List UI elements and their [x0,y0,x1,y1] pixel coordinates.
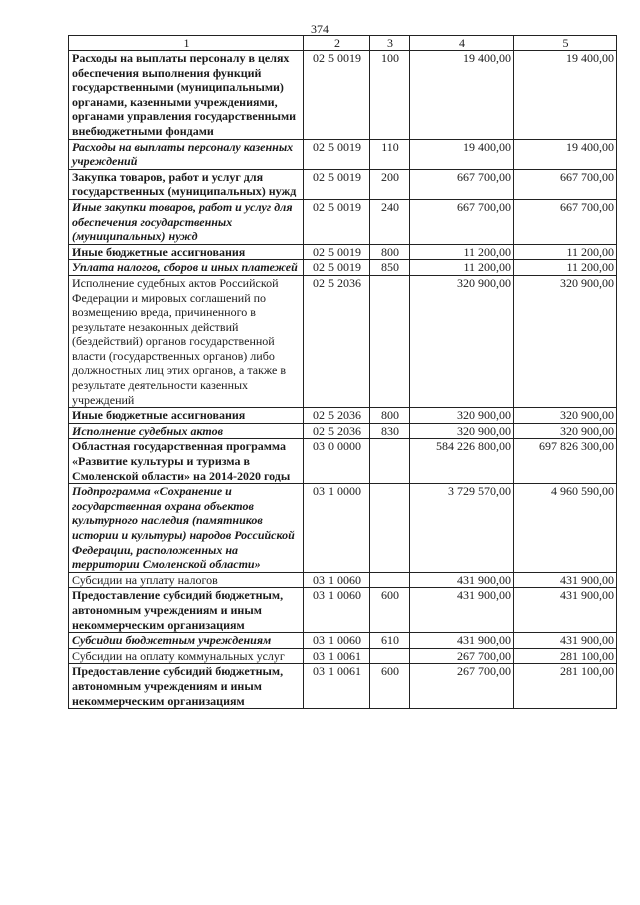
row-amount-1: 431 900,00 [410,633,514,649]
row-name: Иные бюджетные ассигнования [69,408,304,424]
row-target-code: 03 0 0000 [304,439,370,484]
row-name: Областная государственная программа «Развитие культуры и туризма в Смоленской области» на 2014-2020 годы [69,439,304,484]
row-amount-2: 697 826 300,00 [514,439,617,484]
row-target-code: 02 5 2036 [304,423,370,439]
row-target-code: 03 1 0000 [304,484,370,573]
row-expense-type: 850 [370,260,410,276]
row-target-code: 02 5 0019 [304,260,370,276]
row-expense-type: 110 [370,139,410,169]
row-expense-type: 800 [370,408,410,424]
row-amount-2: 4 960 590,00 [514,484,617,573]
row-expense-type [370,439,410,484]
row-amount-1: 584 226 800,00 [410,439,514,484]
row-expense-type: 610 [370,633,410,649]
row-expense-type: 100 [370,51,410,140]
row-target-code: 02 5 0019 [304,139,370,169]
row-target-code: 03 1 0060 [304,572,370,588]
row-amount-2: 431 900,00 [514,588,617,633]
row-target-code: 02 5 0019 [304,169,370,199]
table-row [69,439,617,484]
table-row [69,484,617,573]
row-amount-1: 3 729 570,00 [410,484,514,573]
table-row [69,169,617,199]
header-col-4: 4 [410,36,514,51]
table-row [69,275,617,407]
header-col-1: 1 [69,36,304,51]
row-amount-2: 431 900,00 [514,572,617,588]
table-row [69,423,617,439]
table-row [69,51,617,140]
row-amount-2: 431 900,00 [514,633,617,649]
row-name: Субсидии на оплату коммунальных услуг [69,648,304,664]
row-amount-1: 667 700,00 [410,169,514,199]
row-amount-1: 667 700,00 [410,199,514,244]
header-col-2: 2 [304,36,370,51]
row-amount-1: 19 400,00 [410,51,514,140]
row-expense-type: 830 [370,423,410,439]
header-col-5: 5 [514,36,617,51]
row-amount-2: 667 700,00 [514,199,617,244]
row-name: Закупка товаров, работ и услуг для государственных (муниципальных) нужд [69,169,304,199]
row-expense-type: 200 [370,169,410,199]
row-name: Иные бюджетные ассигнования [69,244,304,260]
row-name: Предоставление субсидий бюджетным, автономным учреждениям и иным некоммерческим организациям [69,664,304,709]
row-target-code: 03 1 0061 [304,648,370,664]
row-expense-type [370,648,410,664]
row-amount-2: 19 400,00 [514,51,617,140]
row-target-code: 02 5 0019 [304,51,370,140]
row-amount-2: 667 700,00 [514,169,617,199]
row-amount-2: 19 400,00 [514,139,617,169]
row-name: Расходы на выплаты персоналу казенных учреждений [69,139,304,169]
row-amount-1: 431 900,00 [410,572,514,588]
row-amount-1: 267 700,00 [410,648,514,664]
row-amount-2: 281 100,00 [514,648,617,664]
row-target-code: 03 1 0061 [304,664,370,709]
row-name: Уплата налогов, сборов и иных платежей [69,260,304,276]
row-amount-1: 431 900,00 [410,588,514,633]
table-row [69,139,617,169]
row-name: Субсидии бюджетным учреждениям [69,633,304,649]
row-amount-2: 11 200,00 [514,244,617,260]
page-number: 374 [311,22,329,36]
table-row [69,633,617,649]
row-name: Расходы на выплаты персоналу в целях обеспечения выполнения функций государственными (муниципальными) органами, казенными учреждениями, органами управления государственными внебюджетными фондами [69,51,304,140]
table-row [69,664,617,709]
row-name: Исполнение судебных актов [69,423,304,439]
row-target-code: 02 5 0019 [304,199,370,244]
row-amount-2: 320 900,00 [514,423,617,439]
table-row [69,648,617,664]
row-expense-type [370,484,410,573]
row-amount-1: 320 900,00 [410,275,514,407]
row-name: Субсидии на уплату налогов [69,572,304,588]
row-expense-type: 600 [370,588,410,633]
table-row [69,408,617,424]
row-amount-2: 281 100,00 [514,664,617,709]
budget-table [68,35,617,709]
table-row [69,588,617,633]
header-col-3: 3 [370,36,410,51]
row-expense-type: 600 [370,664,410,709]
table-row [69,572,617,588]
row-expense-type: 240 [370,199,410,244]
row-name: Иные закупки товаров, работ и услуг для обеспечения государственных (муниципальных) нужд [69,199,304,244]
row-amount-2: 320 900,00 [514,275,617,407]
row-amount-1: 19 400,00 [410,139,514,169]
row-name: Исполнение судебных актов Российской Федерации и мировых соглашений по возмещению вреда, причиненного в результате незаконных действий (бездействий) органов государственной власти (государственных органов) либо должностных лиц этих органов, а также в результате деятельности казенных учреждений [69,275,304,407]
row-expense-type [370,572,410,588]
row-amount-2: 320 900,00 [514,408,617,424]
row-amount-1: 11 200,00 [410,244,514,260]
row-target-code: 02 5 2036 [304,275,370,407]
row-amount-1: 267 700,00 [410,664,514,709]
row-amount-2: 11 200,00 [514,260,617,276]
row-amount-1: 320 900,00 [410,423,514,439]
row-name: Предоставление субсидий бюджетным, автономным учреждениям и иным некоммерческим организациям [69,588,304,633]
table-row [69,244,617,260]
row-target-code: 03 1 0060 [304,633,370,649]
row-name: Подпрограмма «Сохранение и государственная охрана объектов культурного наследия (памятников истории и культуры) народов Российской Федерации, расположенных на территории Смоленской области» [69,484,304,573]
row-expense-type [370,275,410,407]
table-row [69,199,617,244]
row-amount-1: 11 200,00 [410,260,514,276]
row-expense-type: 800 [370,244,410,260]
table-row [69,260,617,276]
row-target-code: 02 5 2036 [304,408,370,424]
row-amount-1: 320 900,00 [410,408,514,424]
header-row [69,36,617,51]
row-target-code: 03 1 0060 [304,588,370,633]
row-target-code: 02 5 0019 [304,244,370,260]
